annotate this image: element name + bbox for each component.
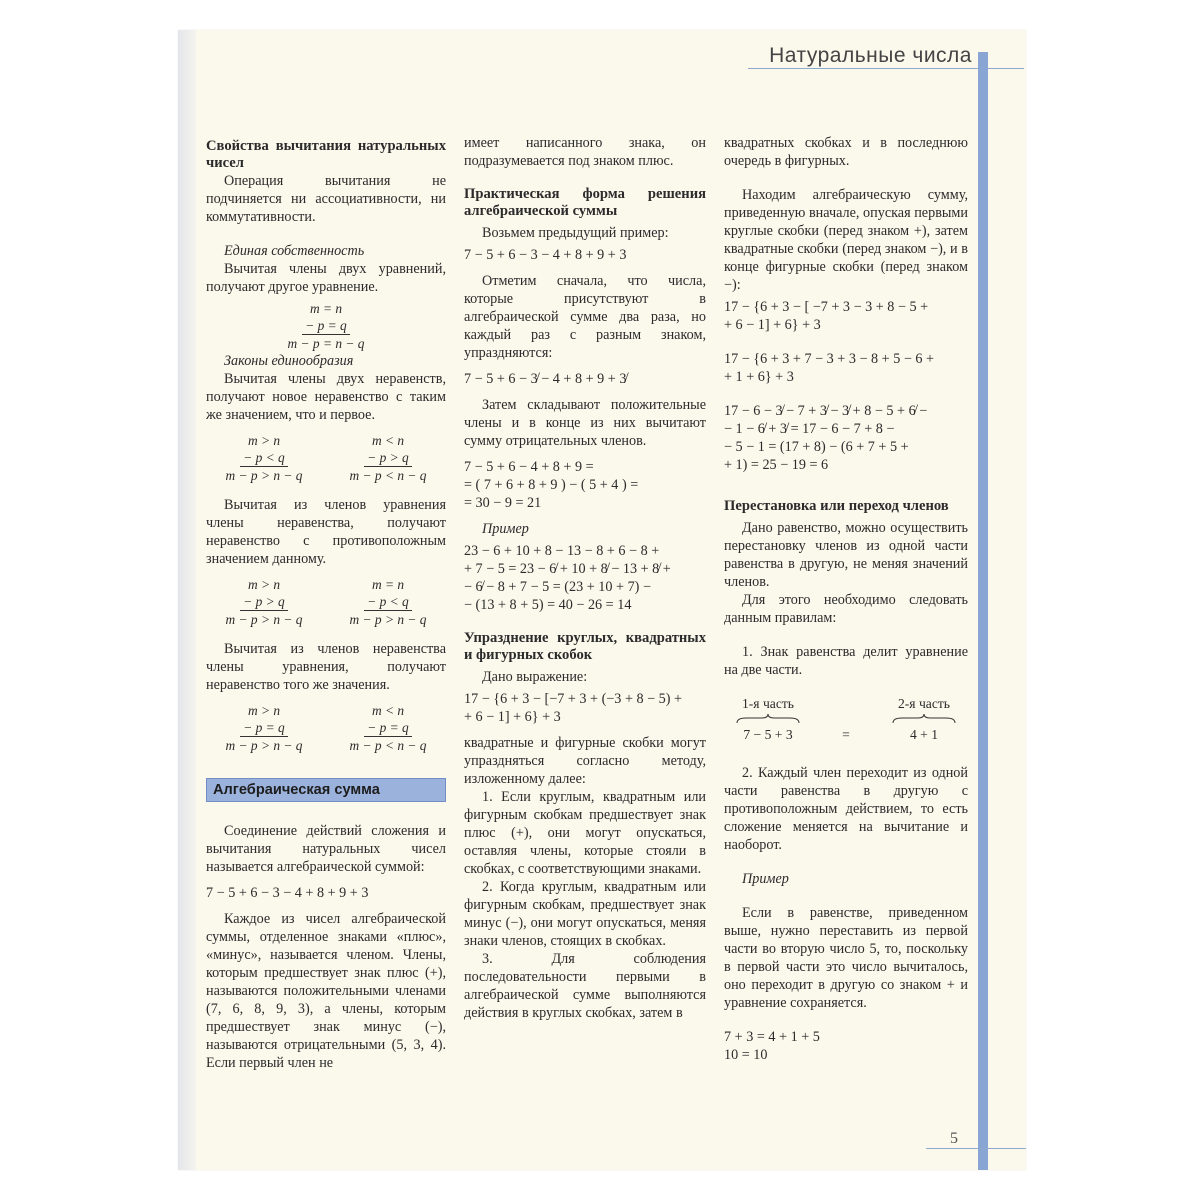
formula-line: = ( 7 + 6 + 8 + 9 ) − ( 5 + 4 ) = bbox=[464, 477, 639, 493]
formula-line: 17 − {6 + 3 + 7 − 3 + 3 − 8 + 5 − 6 + bbox=[724, 351, 935, 367]
formula-line: − p < q bbox=[240, 449, 288, 467]
formula-brackets-expression bbox=[464, 690, 706, 726]
formula-line: − (13 + 8 + 5) = 40 − 26 = 14 bbox=[464, 597, 632, 613]
heading-practical-form: Практическая форма решения алгебраической суммы bbox=[464, 186, 706, 219]
formula-line: m > n bbox=[247, 577, 281, 592]
inequality-schemes-2 bbox=[206, 576, 446, 628]
formula-line: 17 − {6 + 3 − [ −7 + 3 − 3 + 8 − 5 + bbox=[724, 299, 929, 315]
scheme bbox=[330, 576, 446, 628]
formula-line: m > n bbox=[247, 703, 281, 718]
formula-line: m − p > n − q bbox=[225, 468, 303, 483]
paragraph: Вычитая члены двух уравнений, получают другое уравнение. bbox=[206, 261, 446, 295]
first-part-expression: 7 − 5 + 3 bbox=[743, 727, 793, 742]
formula-line: + 6 − 1] + 6} + 3 bbox=[464, 709, 561, 725]
subheading-unique-property: Единая собственность bbox=[224, 243, 365, 259]
section-banner-algebraic-sum: Алгебраическая сумма bbox=[206, 778, 446, 802]
formula-line: 7 − 5 + 6 − 3̸ − 4 + 8 + 9 + 3̸ bbox=[464, 371, 627, 387]
equation-parts-diagram bbox=[736, 695, 956, 744]
formula-line: m − p < n − q bbox=[349, 468, 427, 483]
formula-example bbox=[464, 542, 706, 614]
paragraph: Вычитая из членов уравнения члены неравенства, получают неравенство с противоположным значением данному. bbox=[206, 497, 446, 567]
scheme bbox=[330, 702, 446, 754]
footer-rule bbox=[926, 1148, 1026, 1149]
paragraph: Операция вычитания не подчиняется ни ассоциативности, ни коммутативности. bbox=[206, 173, 446, 225]
second-part bbox=[892, 695, 956, 744]
paragraph: Каждое из чисел алгебраической суммы, отделенное знаками «плюс», «минус», называется членом. Члены, которым предшествует знак плюс (+), называются положительными членами (7, 6, 8, 9, 3), а члены, которым предшествует знак минус (−), называются отрицательными (5, 3, 4). Если первый член не bbox=[206, 911, 446, 1071]
formula-line: m < n bbox=[371, 433, 405, 448]
brace-icon bbox=[736, 714, 800, 724]
paragraph: имеет написанного знака, он подразумевается под знаком плюс. bbox=[464, 135, 706, 169]
scheme bbox=[206, 432, 322, 484]
formula-line: 7 − 5 + 6 − 3 − 4 + 8 + 9 + 3 bbox=[464, 247, 627, 263]
formula-line: − p < q bbox=[364, 593, 412, 611]
formula-line: + 7 − 5 = 23 − 6̸ + 10 + 8̸ − 13 + 8̸ + bbox=[464, 561, 671, 577]
equals-sign: = bbox=[842, 727, 850, 742]
formula-line: m − p > n − q bbox=[225, 738, 303, 753]
second-part-label: 2-я часть bbox=[897, 696, 950, 711]
margin-color-bar bbox=[978, 52, 988, 1170]
example-label: Пример bbox=[482, 521, 529, 537]
scheme bbox=[330, 432, 446, 484]
second-part-expression: 4 + 1 bbox=[909, 727, 939, 742]
paragraph: Дано выражение: bbox=[482, 669, 588, 685]
formula-line: − p > q bbox=[364, 449, 412, 467]
formula-line: m − p < n − q bbox=[349, 738, 427, 753]
page-number: 5 bbox=[950, 1130, 958, 1147]
paragraph: Для этого необходимо следовать данным правилам: bbox=[724, 592, 968, 626]
inequality-schemes-1 bbox=[206, 432, 446, 484]
book-page bbox=[178, 30, 1026, 1170]
formula-line: m > n bbox=[247, 433, 281, 448]
heading-brackets-removal: Упразднение круглых, квадратных и фигурных скобок bbox=[464, 630, 706, 663]
rule-1: 1. Знак равенства делит уравнение на две части. bbox=[724, 644, 968, 678]
paragraph: квадратных скобках и в последнюю очередь в фигурных. bbox=[724, 135, 968, 169]
formula-line: + 1) = 25 − 19 = 6 bbox=[724, 457, 829, 473]
formula-line: − 6̸ − 8 + 7 − 5 = (23 + 10 + 7) − bbox=[464, 579, 651, 595]
formula-line: − p > q bbox=[240, 593, 288, 611]
rule-2: 2. Каждый член переходит из одной части равенства в другую с противоположным действием, то есть сложение меняется на вычитание и наоборот. bbox=[724, 765, 968, 853]
column-3 bbox=[724, 134, 968, 1064]
formula-step-1 bbox=[724, 298, 968, 334]
paragraph: Вычитая члены двух неравенств, получают новое неравенство с таким же значением, что и первое. bbox=[206, 371, 446, 423]
formula-line: 17 − {6 + 3 − [−7 + 3 + (−3 + 8 − 5) + bbox=[464, 691, 683, 707]
column-2 bbox=[464, 134, 706, 1022]
paragraph: Дано равенство, можно осуществить перестановку членов из одной части равенства в другую, не меняя значений членов. bbox=[724, 520, 968, 590]
formula-line: + 6 − 1] + 6} + 3 bbox=[724, 317, 821, 333]
scheme bbox=[206, 702, 322, 754]
subheading-uniformity-laws: Законы единообразия bbox=[224, 353, 354, 369]
formula-line: m = n bbox=[371, 577, 405, 592]
formula-line: 23 − 6 + 10 + 8 − 13 − 8 + 6 − 8 + bbox=[464, 543, 660, 559]
column-1 bbox=[206, 138, 446, 1072]
brace-icon bbox=[892, 714, 956, 724]
inequality-schemes-3 bbox=[206, 702, 446, 754]
paragraph: квадратные и фигурные скобки могут упраздняться согласно методу, изложенному далее: bbox=[464, 735, 706, 787]
rule-2: 2. Когда круглым, квадратным или фигурным скобкам, предшествует знак минус (−), они могут опускаться, меняя знаки членов, стоящих в скобках. bbox=[464, 879, 706, 949]
paragraph: Находим алгебраическую сумму, приведенную вначале, опуская первыми круглые скобки (перед знаком +), затем квадратные скобки (перед знаком −), и в конце фигурные скобки (перед знаком −): bbox=[724, 187, 968, 293]
formula-equation-subtraction bbox=[206, 300, 446, 352]
scheme bbox=[206, 576, 322, 628]
rule-3: 3. Для соблюдения последовательности первыми в алгебраической сумме выполняются действия в круглых скобках, затем в bbox=[464, 951, 706, 1021]
formula-step-2 bbox=[724, 350, 968, 386]
formula-line: m − p > n − q bbox=[225, 612, 303, 627]
formula-line: m − p = n − q bbox=[287, 336, 365, 351]
rule-1: 1. Если круглым, квадратным или фигурным скобкам предшествует знак плюс (+), они могут опускаться, оставляя члены, которые стояли в скобках, с соответствующими знаками. bbox=[464, 789, 706, 877]
formula-line: 10 = 10 bbox=[724, 1047, 768, 1063]
formula-transposition-result bbox=[724, 1028, 968, 1064]
formula-algebraic-sum: 7 − 5 + 6 − 3 − 4 + 8 + 9 + 3 bbox=[206, 885, 369, 901]
heading-transposition: Перестановка или переход членов bbox=[724, 498, 949, 514]
first-part bbox=[736, 695, 800, 744]
formula-line: 7 − 5 + 6 − 4 + 8 + 9 = bbox=[464, 459, 594, 475]
formula-line: − 5 − 1 = (17 + 8) − (6 + 7 + 5 + bbox=[724, 439, 909, 455]
formula-line: + 1 + 6} + 3 bbox=[724, 369, 794, 385]
formula-line: m = n bbox=[309, 301, 343, 316]
formula-line: − 1 − 6̸ + 3̸ = 17 − 6 − 7 + 8 − bbox=[724, 421, 895, 437]
formula-line: = 30 − 9 = 21 bbox=[464, 495, 542, 511]
formula-line: − p = q bbox=[240, 719, 288, 737]
example-label: Пример bbox=[742, 871, 789, 887]
formula-line: m < n bbox=[371, 703, 405, 718]
running-head: Натуральные числа bbox=[769, 44, 972, 67]
formula-grouped-sum bbox=[464, 458, 706, 512]
formula-line: 7 + 3 = 4 + 1 + 5 bbox=[724, 1029, 820, 1045]
paragraph: Отметим сначала, что числа, которые присутствуют в алгебраической сумме два раза, но каждый раз с разным знаком, упраздняются: bbox=[464, 273, 706, 361]
page-gutter-shadow bbox=[178, 30, 196, 1170]
paragraph: Затем складывают положительные члены и в конце из них вычитают сумму отрицательных членов. bbox=[464, 397, 706, 449]
formula-line: m − p > n − q bbox=[349, 612, 427, 627]
paragraph: Соединение действий сложения и вычитания натуральных чисел называется алгебраической суммой: bbox=[206, 823, 446, 875]
paragraph: Возьмем предыдущий пример: bbox=[482, 225, 669, 241]
paragraph: Вычитая из членов неравенства члены уравнения, получают неравенство того же значения. bbox=[206, 641, 446, 693]
formula-line: − p = q bbox=[302, 317, 350, 335]
heading-subtraction-properties: Свойства вычитания натуральных чисел bbox=[206, 138, 446, 171]
first-part-label: 1-я часть bbox=[741, 696, 795, 711]
formula-line: 17 − 6 − 3̸ − 7 + 3̸ − 3̸ + 8 − 5 + 6̸ − bbox=[724, 403, 928, 419]
formula-line: − p = q bbox=[364, 719, 412, 737]
paragraph: Если в равенстве, приведенном выше, нужно переставить из первой части во вторую число 5, то, поскольку в первой части это число вычиталось, оно переходит в другую со знаком + и уравнение сохраняется. bbox=[724, 905, 968, 1011]
formula-step-3 bbox=[724, 402, 968, 474]
